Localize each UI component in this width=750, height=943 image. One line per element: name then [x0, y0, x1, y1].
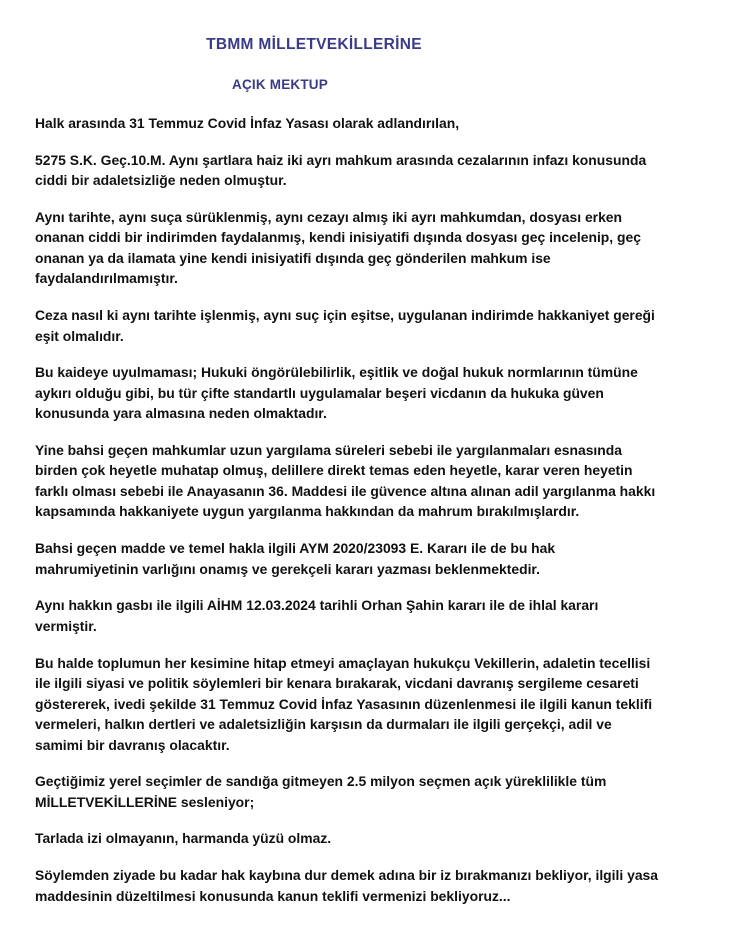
- paragraph-12: Söylemden ziyade bu kadar hak kaybına dur demek adına bir iz bırakmanızı bekliyor, ilgili yasa maddesinin düzeltilmesi konusunda kanun teklifi vermenizi bekliyoruz...: [35, 867, 658, 904]
- paragraph-11: Tarlada izi olmayanın, harmanda yüzü olmaz.: [35, 830, 332, 847]
- paragraph-10: Geçtiğimiz yerel seçimler de sandığa gitmeyen 2.5 milyon seçmen açık yüreklilikle tüm MİLLETVEKİLLERİNE sesleniyor;: [35, 773, 607, 810]
- paragraph-5: Bu kaideye uyulmaması; Hukuki öngörülebilirlik, eşitlik ve doğal hukuk normlarının tümüne aykırı olduğu gibi, bu tür çifte standartlı uygulamalar beşeri vicdanın da hukuka güven konusunda yara almasına neden olmaktadır.: [35, 364, 638, 422]
- paragraph-3: Aynı tarihte, aynı suça sürüklenmiş, aynı cezayı almış iki ayrı mahkumdan, dosyası erken onanan ciddi bir indirimden faydalanmış, kendi inisiyatifi dışında dosyası geç incelenip, geç onanan ya da ilamata yine kendi inisiyatifi dışında geç gönderilen mahkum ise faydalandırılmamıştır.: [35, 208, 641, 287]
- paragraph-8: Aynı hakkın gasbı ile ilgili AİHM 12.03.2024 tarihli Orhan Şahin kararı ile de ihlal kararı vermiştir.: [35, 597, 599, 634]
- paragraph-1: Halk arasında 31 Temmuz Covid İnfaz Yasası olarak adlandırılan,: [35, 115, 460, 131]
- paragraph-9: Bu halde toplumun her kesimine hitap etmeyi amaçlayan hukukçu Vekillerin, adaletin tecellisi ile ilgili siyasi ve politik söylemleri bir kenara bırakarak, vicdani davranış sergileme cesareti göstererek, ivedi şekilde 31 Temmuz Covid İnfaz Yasasının düzenlenmesi ile ilgili kanun teklifi vermeleri, halkın dertleri ve adaletsizliğin karşısın da durmaları ile ilgili gerçekçi, adil ve samimi bir davranış olacaktır.: [35, 654, 653, 753]
- paragraph-7: Bahsi geçen madde ve temel hakla ilgili AYM 2020/23093 E. Kararı ile de bu hak mahrumiyetinin varlığını onamış ve gerekçeli kararı yazması beklenmektedir.: [35, 540, 556, 577]
- letter-body: [35, 113, 725, 922]
- paragraph-4: Ceza nasıl ki aynı tarihte işlenmiş, aynı suç için eşitse, uygulanan indirimde hakkaniyet gereği eşit olmalıdır.: [35, 307, 655, 344]
- letter-subtitle: AÇIK MEKTUP: [232, 77, 328, 92]
- letter-title: TBMM MİLLETVEKİLLERİNE: [206, 36, 422, 53]
- paragraph-6: Yine bahsi geçen mahkumlar uzun yargılama süreleri sebebi ile yargılanmaları esnasında birden çok heyetle muhatap olmuş, delillere direkt temas eden heyetle, karar veren heyetin farklı olması sebebi ile Anayasanın 36. Maddesi ile güvence altına alınan adil yargılanma hakkı kapsamında hakkaniyete uygun yargılanma hakkından da mahrum bırakılmışlardır.: [35, 441, 656, 520]
- paragraph-2: 5275 S.K. Geç.10.M. Aynı şartlara haiz iki ayrı mahkum arasında cezalarının infazı konusunda ciddi bir adaletsizliğe neden olmuştur.: [35, 151, 647, 189]
